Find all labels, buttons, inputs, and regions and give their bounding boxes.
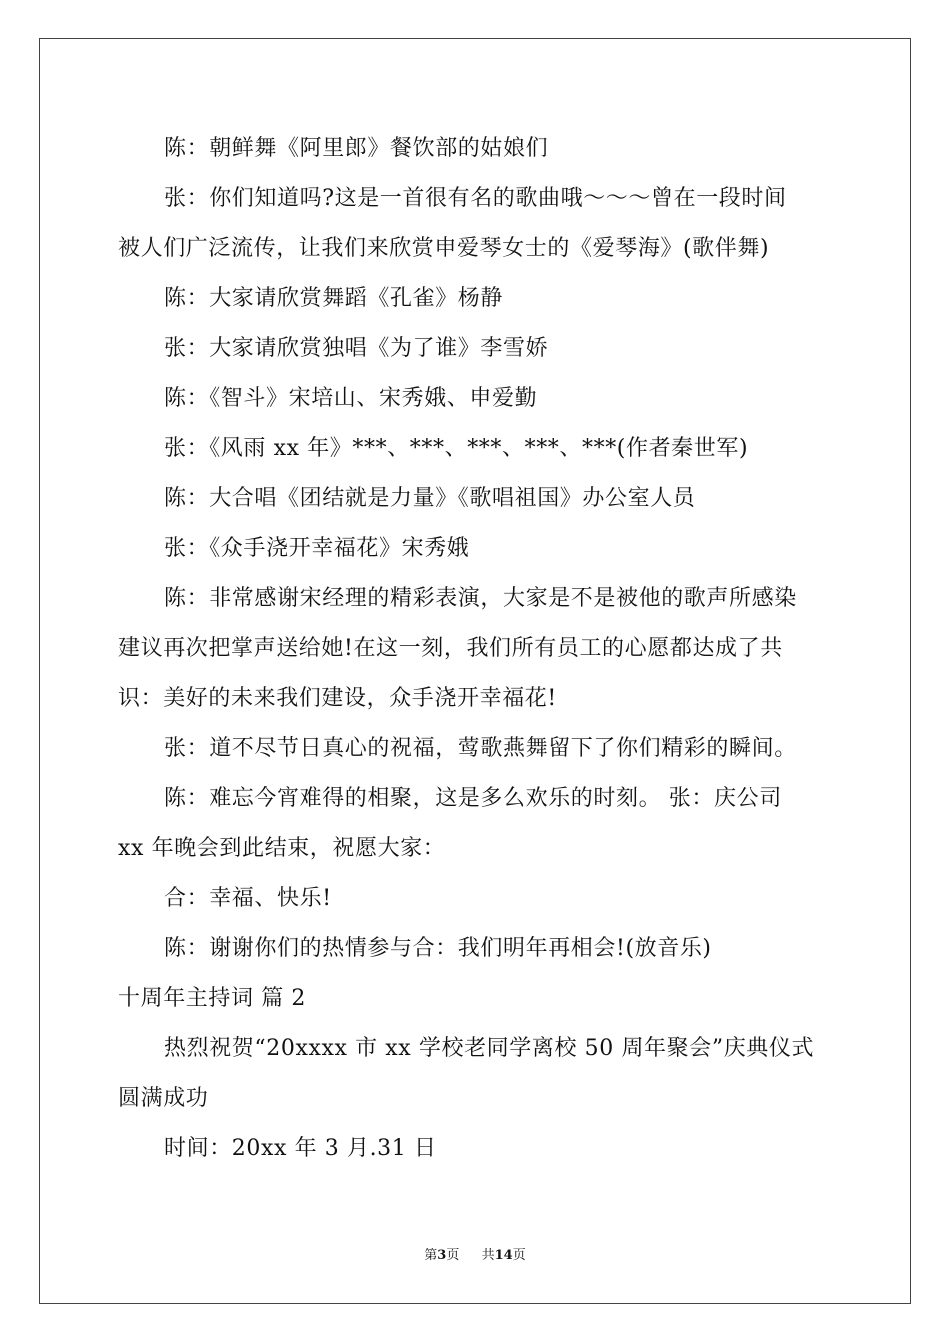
paragraph-line: 陈：大家请欣赏舞蹈《孔雀》杨静 <box>164 286 504 311</box>
paragraph-line: 陈：难忘今宵难得的相聚，这是多么欢乐的时刻。 张：庆公司 <box>164 786 782 811</box>
total-prefix: 共 <box>481 1248 495 1263</box>
total-suffix: 页 <box>512 1248 526 1263</box>
paragraph-line: xx 年晚会到此结束，祝愿大家： <box>118 836 446 861</box>
section-heading: 十周年主持词 篇 2 <box>118 986 306 1011</box>
current-page: 3 <box>437 1248 447 1263</box>
paragraph-line: 识：美好的未来我们建设，众手浇开幸福花! <box>118 686 557 711</box>
paragraph-line: 张：道不尽节日真心的祝福，莺歌燕舞留下了你们精彩的瞬间。 <box>164 736 797 761</box>
paragraph-line: 圆满成功 <box>118 1086 209 1111</box>
paragraph-line: 建议再次把掌声送给她!在这一刻，我们所有员工的心愿都达成了共 <box>118 636 783 661</box>
paragraph-line: 被人们广泛流传，让我们来欣赏申爱琴女士的《爱琴海》(歌伴舞) <box>118 236 770 261</box>
paragraph-line: 热烈祝贺“20xxxx 市 xx 学校老同学离校 50 周年聚会”庆典仪式 <box>164 1036 815 1061</box>
paragraph-line: 陈：谢谢你们的热情参与合：我们明年再相会!(放音乐) <box>164 936 712 961</box>
page-prefix: 第 <box>424 1248 438 1263</box>
total-pages <box>482 1247 526 1265</box>
paragraph-line: 陈：《智斗》宋培山、宋秀娥、申爱勤 <box>164 386 538 411</box>
page-footer <box>0 1247 950 1265</box>
paragraph-line: 张：《众手浇开幸福花》宋秀娥 <box>164 536 470 561</box>
paragraph-line: 陈：大合唱《团结就是力量》《歌唱祖国》办公室人员 <box>164 486 696 511</box>
page-suffix: 页 <box>446 1248 460 1263</box>
paragraph-line: 陈：朝鲜舞《阿里郎》餐饮部的姑娘们 <box>164 136 549 161</box>
paragraph-line: 张：《风雨 xx 年》***、***、***、***、***(作者秦世军) <box>164 436 749 461</box>
paragraph-line: 合：幸福、快乐! <box>164 886 332 911</box>
paragraph-line: 时间：20xx 年 3 月.31 日 <box>164 1136 437 1161</box>
total-page-count: 14 <box>494 1248 513 1263</box>
paragraph-line: 陈：非常感谢宋经理的精彩表演，大家是不是被他的歌声所感染 <box>164 586 797 611</box>
document-body <box>118 124 836 1174</box>
page-number <box>424 1247 459 1265</box>
paragraph-line: 张：你们知道吗?这是一首很有名的歌曲哦～～～曾在一段时间 <box>164 186 787 211</box>
paragraph-line: 张：大家请欣赏独唱《为了谁》李雪娇 <box>164 336 549 361</box>
